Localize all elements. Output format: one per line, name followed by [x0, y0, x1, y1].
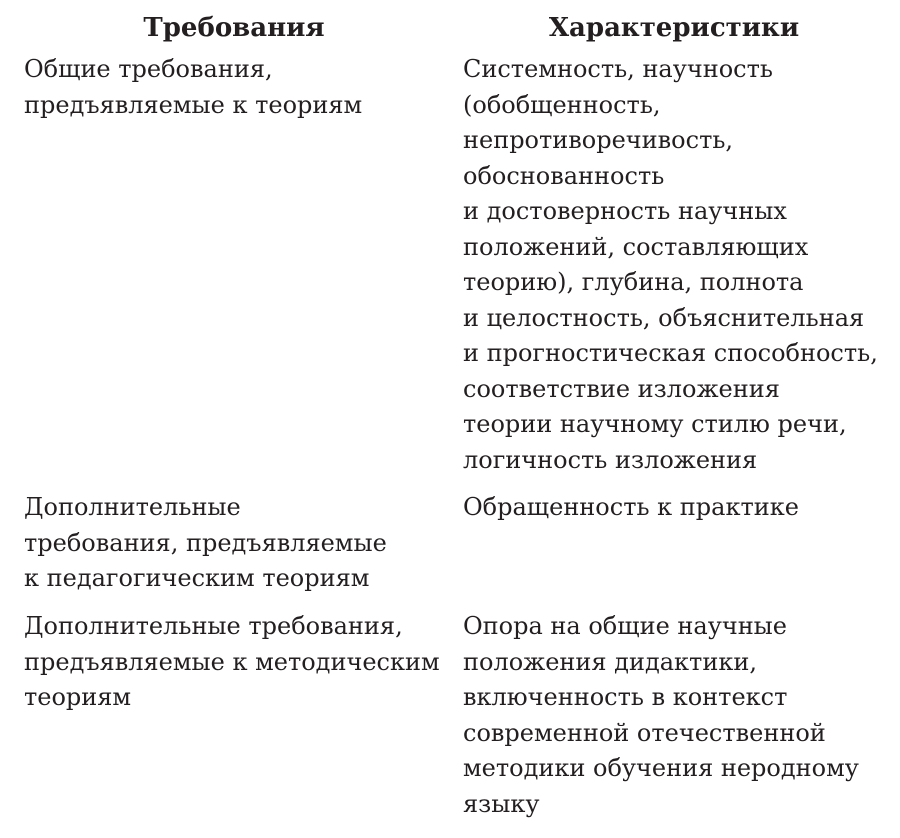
header-requirements: Требования [143, 13, 325, 43]
table-header [0, 8, 900, 48]
characteristic-cell: Системность, научность (обобщенность, непротиворечивость, обоснованность и достоверность научных положений, составляющих теорию), глубина, полнота и целостность, объяснительная и прогностическая способность, соответствие изложения теории научному стилю речи, логичность изложения [463, 55, 878, 474]
requirement-cell: Общие требования, предъявляемые к теориям [24, 55, 363, 119]
header-characteristics: Характеристики [548, 13, 800, 43]
characteristic-cell: Опора на общие научные положения дидактики, включенность в контекст современной отечественной методики обучения неродному языку [463, 612, 859, 818]
characteristic-cell: Обращенность к практике [463, 493, 799, 521]
requirement-cell: Дополнительные требования, предъявляемые к методическим теориям [24, 612, 440, 711]
requirement-cell: Дополнительные требования, предъявляемые к педагогическим теориям [24, 493, 387, 592]
